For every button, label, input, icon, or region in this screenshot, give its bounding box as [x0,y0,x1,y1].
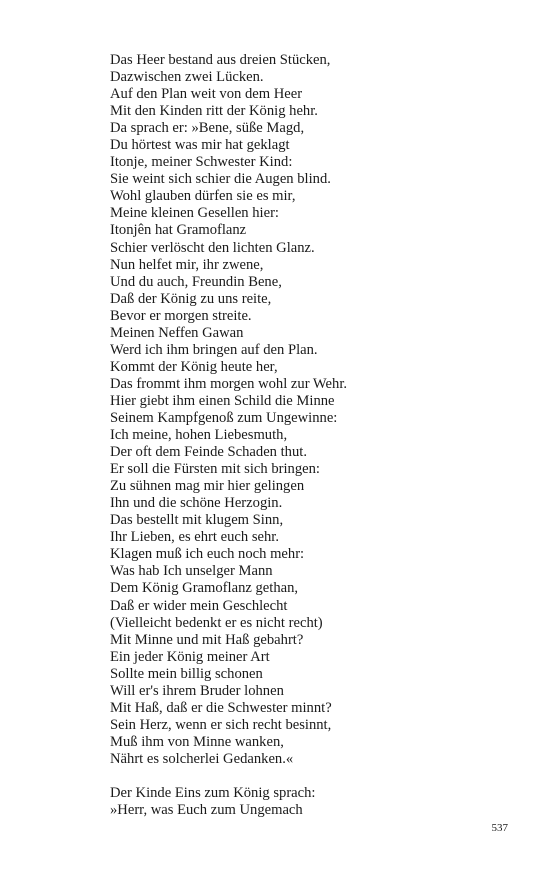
verse-line: Der oft dem Feinde Schaden thut. [110,444,307,461]
verse-line: Schier verlöscht den lichten Glanz. [110,239,315,256]
verse-line: Itonjên hat Gramoflanz [110,222,247,239]
verse-line: Sein Herz, wenn er sich recht besinnt, [110,716,332,733]
verse-line: Du hörtest was mir hat geklagt [110,137,290,154]
verse-line: Mit Minne und mit Haß gebahrt? [110,631,304,648]
verse-line: Was hab Ich unselger Mann [110,563,273,580]
verse-line: Klagen muß ich euch noch mehr: [110,546,305,563]
verse-line: Itonje, meiner Schwester Kind: [110,154,293,171]
verse-line: Werd ich ihm bringen auf den Plan. [110,341,318,358]
verse-line: Kommt der König heute her, [110,358,278,375]
stanza [110,785,510,819]
verse-line: Er soll die Fürsten mit sich bringen: [110,461,320,478]
verse-line: Seinem Kampfgenoß zum Ungewinne: [110,409,338,426]
verse-line: Meinen Neffen Gawan [110,324,244,341]
verse-line: Das frommt ihm morgen wohl zur Wehr. [110,375,348,392]
verse-line: Ein jeder König meiner Art [110,648,270,665]
verse-line: Auf den Plan weit von dem Heer [110,86,303,103]
verse-line: Nun helfet mir, ihr zwene, [110,256,264,273]
verse-line: Wohl glauben dürfen sie es mir, [110,188,296,205]
verse-line: Will er's ihrem Bruder lohnen [110,682,284,699]
page-number: 537 [491,822,508,834]
verse-line: Ich meine, hohen Liebesmuth, [110,427,288,444]
verse-line: Nährt es solcherlei Gedanken.« [110,750,294,767]
verse-line: Hier giebt ihm einen Schild die Minne [110,392,335,409]
verse-line: Dazwischen zwei Lücken. [110,69,264,86]
verse-line: (Vielleicht bedenkt er es nicht recht) [110,614,323,631]
verse-line: Da sprach er: »Bene, süße Magd, [110,120,305,137]
verse-line: Bevor er morgen streite. [110,307,252,324]
verse-line: Meine kleinen Gesellen hier: [110,205,279,222]
verse-line: Daß er wider mein Geschlecht [110,597,288,614]
verse-line: Dem König Gramoflanz gethan, [110,580,299,597]
verse-line: Mit Haß, daß er die Schwester minnt? [110,699,332,716]
verse-line: Das bestellt mit klugem Sinn, [110,512,284,529]
verse-line: Mit den Kinden ritt der König hehr. [110,103,318,120]
verse-line: Sollte mein billig schonen [110,665,263,682]
verse-line: Muß ihm von Minne wanken, [110,733,284,750]
verse-line: Daß der König zu uns reite, [110,290,272,307]
verse-line: Und du auch, Freundin Bene, [110,273,282,290]
verse-line: Sie weint sich schier die Augen blind. [110,171,331,188]
verse-line: »Herr, was Euch zum Ungemach [110,802,303,819]
stanza [110,52,510,768]
verse-line: Ihn und die schöne Herzogin. [110,495,283,512]
verse-line: Das Heer bestand aus dreien Stücken, [110,52,331,68]
verse-line: Zu sühnen mag mir hier gelingen [110,478,305,495]
poem-text [110,52,510,819]
verse-line: Der Kinde Eins zum König sprach: [110,784,316,801]
verse-line: Ihr Lieben, es ehrt euch sehr. [110,529,279,546]
